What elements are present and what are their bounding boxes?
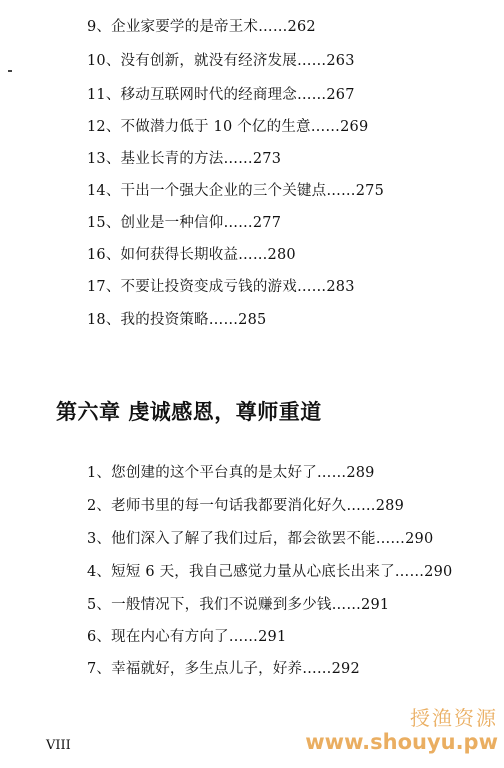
toc-entry: 16、如何获得长期收益……280	[87, 247, 296, 263]
watermark-text: 授渔资源	[410, 706, 498, 730]
toc-entry: 2、老师书里的每一句话我都要消化好久……289	[87, 498, 404, 514]
toc-entry: 9、企业家要学的是帝王术……262	[87, 19, 316, 35]
toc-entry: 4、短短 6 天，我自己感觉力量从心底长出来了……290	[87, 564, 453, 580]
toc-entry: 11、移动互联网时代的经商理念……267	[87, 87, 355, 103]
page-number: VIII	[46, 738, 71, 753]
chapter-title: 第六章 虔诚感恩，尊师重道	[56, 399, 322, 424]
toc-entry: 17、不要让投资变成亏钱的游戏……283	[87, 279, 355, 295]
scan-mark	[8, 70, 12, 72]
toc-entry: 3、他们深入了解了我们过后，都会欲罢不能……290	[87, 531, 434, 547]
toc-entry: 1、您创建的这个平台真的是太好了……289	[87, 465, 375, 481]
toc-entry: 6、现在内心有方向了……291	[87, 629, 287, 645]
watermark-url: www.shouyu.pw	[305, 730, 498, 754]
toc-entry: 13、基业长青的方法……273	[87, 151, 282, 167]
watermark	[305, 706, 498, 754]
toc-entry: 18、我的投资策略……285	[87, 312, 267, 328]
toc-entry: 5、一般情况下，我们不说赚到多少钱……291	[87, 597, 390, 613]
toc-entry: 7、幸福就好，多生点儿子，好养……292	[87, 661, 360, 677]
toc-entry: 14、干出一个强大企业的三个关键点……275	[87, 183, 385, 199]
toc-entry: 12、不做潜力低于 10 个亿的生意……269	[87, 119, 369, 135]
toc-entry: 10、没有创新，就没有经济发展……263	[87, 53, 355, 69]
toc-entry: 15、创业是一种信仰……277	[87, 215, 282, 231]
